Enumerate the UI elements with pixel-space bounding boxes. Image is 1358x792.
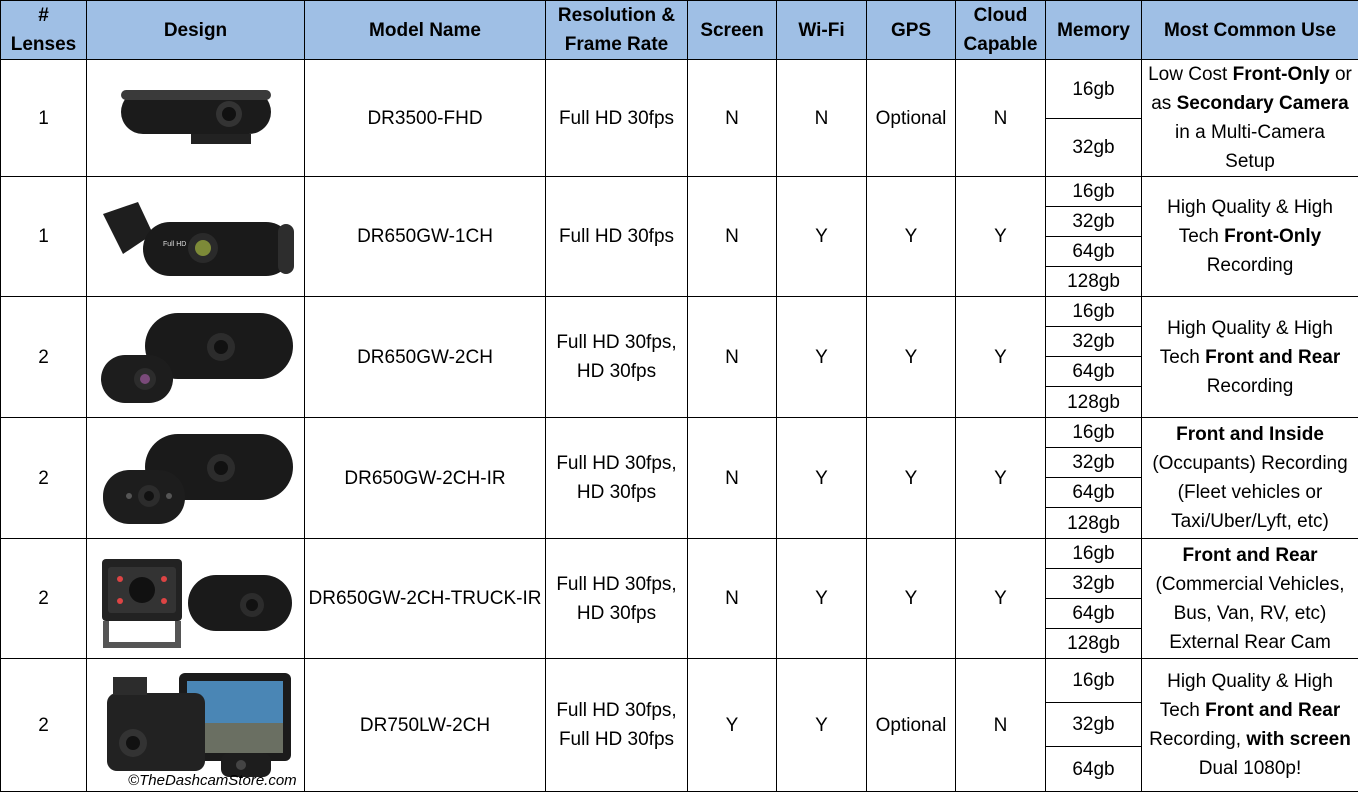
watermark: ©TheDashcamStore.com [128, 773, 297, 789]
gps-cell: Optional [867, 60, 956, 177]
use-text: Recording, [1149, 729, 1246, 750]
cloud-cell: N [956, 659, 1046, 792]
cloud-cell: N [956, 60, 1046, 177]
table-row [1, 177, 1358, 207]
cloud-cell: Y [956, 418, 1046, 539]
use-text: High Quality & High [1167, 318, 1333, 339]
screen-cell: N [688, 539, 777, 659]
model-cell: DR3500-FHD [305, 60, 546, 177]
resolution-line2: Full HD 30fps [559, 729, 674, 750]
dashcam-truck-icon [92, 545, 300, 653]
table-row [1, 659, 1358, 703]
header-model: Model Name [305, 1, 546, 60]
design-cell [87, 659, 305, 792]
resolution-cell [546, 659, 688, 792]
use-emphasis: Front-Only [1233, 64, 1330, 85]
memory-cell: 128gb [1046, 629, 1142, 659]
use-text: Taxi/Uber/Lyft, etc) [1171, 511, 1329, 532]
design-cell [87, 177, 305, 297]
resolution-line1: Full HD 30fps [559, 226, 674, 247]
screen-cell: Y [688, 659, 777, 792]
memory-cell: 32gb [1046, 119, 1142, 177]
use-text: Low Cost [1148, 64, 1232, 85]
memory-cell: 64gb [1046, 599, 1142, 629]
memory-cell: 32gb [1046, 448, 1142, 478]
design-image [87, 297, 304, 417]
use-emphasis: Front and Rear [1205, 700, 1340, 721]
use-text: (Occupants) Recording [1152, 453, 1347, 474]
use-cell [1142, 177, 1358, 297]
memory-cell: 32gb [1046, 207, 1142, 237]
use-text: (Commercial Vehicles, [1156, 574, 1345, 595]
lenses-cell: 2 [1, 418, 87, 539]
gps-cell: Y [867, 418, 956, 539]
header-design: Design [87, 1, 305, 60]
header-row [1, 1, 1358, 60]
use-text: Recording [1207, 376, 1294, 397]
use-cell [1142, 539, 1358, 659]
use-text: Recording [1207, 255, 1294, 276]
use-text: as [1151, 93, 1176, 114]
screen-cell: N [688, 297, 777, 418]
use-text: High Quality & High [1167, 671, 1333, 692]
use-text: Dual 1080p! [1199, 758, 1301, 779]
use-text: Setup [1225, 151, 1275, 172]
header-screen: Screen [688, 1, 777, 60]
model-cell: DR650GW-2CH-TRUCK-IR [305, 539, 546, 659]
use-emphasis: Front and Rear [1182, 545, 1317, 566]
use-text: High Quality & High [1167, 197, 1333, 218]
dashcam-dual-icon [93, 303, 299, 411]
wifi-cell: Y [777, 418, 867, 539]
use-text: Tech [1160, 347, 1205, 368]
resolution-line1: Full HD 30fps [559, 108, 674, 129]
resolution-line1: Full HD 30fps, [556, 453, 676, 474]
memory-cell: 16gb [1046, 539, 1142, 569]
memory-cell: 32gb [1046, 327, 1142, 357]
design-cell [87, 539, 305, 659]
cloud-cell: Y [956, 177, 1046, 297]
dashcam-ir-icon [93, 424, 299, 532]
memory-cell: 128gb [1046, 387, 1142, 418]
cloud-cell: Y [956, 539, 1046, 659]
header-wifi: Wi-Fi [777, 1, 867, 60]
wifi-cell: N [777, 60, 867, 177]
memory-cell: 64gb [1046, 478, 1142, 508]
use-cell [1142, 418, 1358, 539]
use-cell [1142, 60, 1358, 177]
memory-cell: 16gb [1046, 60, 1142, 119]
resolution-cell [546, 177, 688, 297]
dashcam-tube-icon [93, 184, 299, 290]
memory-cell: 128gb [1046, 267, 1142, 297]
table-body [1, 60, 1358, 792]
gps-cell: Y [867, 177, 956, 297]
resolution-line2: HD 30fps [577, 603, 656, 624]
header-gps: GPS [867, 1, 956, 60]
resolution-cell [546, 60, 688, 177]
use-text: Tech [1160, 700, 1205, 721]
use-text: Tech [1179, 226, 1224, 247]
memory-cell: 16gb [1046, 297, 1142, 327]
memory-cell: 128gb [1046, 508, 1142, 539]
resolution-line2: HD 30fps [577, 361, 656, 382]
dashcam-screen-icon [93, 667, 299, 783]
wifi-cell: Y [777, 177, 867, 297]
use-text: or [1330, 64, 1352, 85]
header-cloud-line2: Capable [964, 34, 1038, 55]
use-emphasis: Front and Inside [1176, 424, 1324, 445]
header-cloud [956, 1, 1046, 60]
lenses-cell: 2 [1, 297, 87, 418]
header-resolution-line2: Frame Rate [565, 34, 669, 55]
model-cell: DR650GW-2CH-IR [305, 418, 546, 539]
use-text: External Rear Cam [1169, 632, 1331, 653]
design-image [87, 60, 304, 176]
resolution-line1: Full HD 30fps, [556, 332, 676, 353]
table-row [1, 418, 1358, 448]
resolution-line1: Full HD 30fps, [556, 574, 676, 595]
memory-cell: 16gb [1046, 177, 1142, 207]
resolution-cell [546, 297, 688, 418]
memory-cell: 32gb [1046, 569, 1142, 599]
use-emphasis: Front-Only [1224, 226, 1321, 247]
dashcam-single-icon [101, 68, 291, 168]
model-cell: DR650GW-1CH [305, 177, 546, 297]
design-image [87, 418, 304, 538]
header-resolution [546, 1, 688, 60]
memory-cell: 64gb [1046, 237, 1142, 267]
lenses-cell: 1 [1, 177, 87, 297]
use-emphasis: Front and Rear [1205, 347, 1340, 368]
gps-cell: Optional [867, 659, 956, 792]
memory-cell: 64gb [1046, 357, 1142, 387]
header-cloud-line1: Cloud [974, 5, 1028, 26]
use-emphasis: Secondary Camera [1177, 93, 1349, 114]
lenses-cell: 1 [1, 60, 87, 177]
design-image [87, 659, 304, 791]
memory-cell: 16gb [1046, 659, 1142, 703]
lenses-cell: 2 [1, 659, 87, 792]
lenses-cell: 2 [1, 539, 87, 659]
design-image [87, 539, 304, 658]
screen-cell: N [688, 60, 777, 177]
use-text: (Fleet vehicles or [1178, 482, 1323, 503]
resolution-line2: HD 30fps [577, 482, 656, 503]
header-lenses: # Lenses [1, 1, 87, 60]
use-text: in a Multi-Camera [1175, 122, 1325, 143]
memory-cell: 64gb [1046, 747, 1142, 792]
header-memory: Memory [1046, 1, 1142, 60]
header-resolution-line1: Resolution & [558, 5, 675, 26]
resolution-line1: Full HD 30fps, [556, 700, 676, 721]
header-use: Most Common Use [1142, 1, 1358, 60]
use-cell [1142, 297, 1358, 418]
model-cell: DR650GW-2CH [305, 297, 546, 418]
gps-cell: Y [867, 539, 956, 659]
resolution-cell [546, 418, 688, 539]
wifi-cell: Y [777, 297, 867, 418]
design-cell [87, 297, 305, 418]
gps-cell: Y [867, 297, 956, 418]
resolution-cell [546, 539, 688, 659]
table-row [1, 297, 1358, 327]
use-text: Bus, Van, RV, etc) [1174, 603, 1327, 624]
design-image [87, 177, 304, 296]
use-cell [1142, 659, 1358, 792]
memory-cell: 32gb [1046, 703, 1142, 747]
design-cell [87, 60, 305, 177]
model-cell: DR750LW-2CH [305, 659, 546, 792]
screen-cell: N [688, 177, 777, 297]
svg-text:Full HD: Full HD [163, 241, 186, 248]
screen-cell: N [688, 418, 777, 539]
use-emphasis: with screen [1246, 729, 1351, 750]
design-cell [87, 418, 305, 539]
wifi-cell: Y [777, 659, 867, 792]
wifi-cell: Y [777, 539, 867, 659]
table-row [1, 539, 1358, 569]
memory-cell: 16gb [1046, 418, 1142, 448]
cloud-cell: Y [956, 297, 1046, 418]
table-row [1, 60, 1358, 119]
